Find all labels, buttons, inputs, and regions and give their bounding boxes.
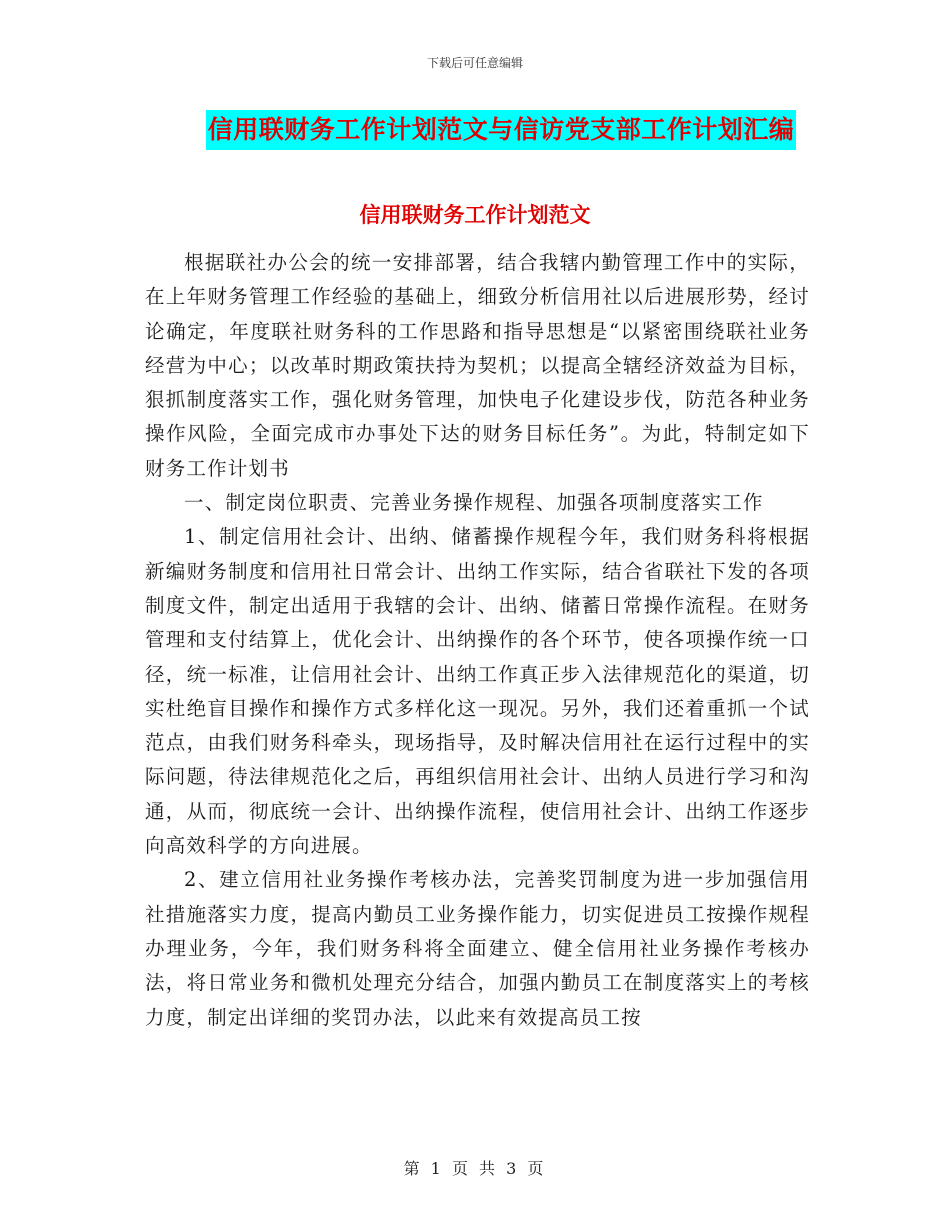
page-number-footer: 第 1 页 共 3 页 [403, 1159, 547, 1178]
section-title: 信用联财务工作计划范文 [359, 202, 591, 227]
document-title: 信用联财务工作计划范文与信访党支部工作计划汇编 [206, 110, 797, 150]
header-note: 下载后可任意编辑 [426, 56, 523, 70]
document-body [145, 246, 810, 1035]
document-title-container [0, 110, 950, 150]
body-paragraph-3: 1、制定信用社会计、出纳、储蓄操作规程今年，我们财务科将根据新编财务制度和信用社日常会计、出纳工作实际，结合省联社下发的各项制度文件，制定出适用于我辖的会计、出纳、储蓄日常操作流程。在财务管理和支付结算上，优化会计、出纳操作的各个环节，使各项操作统一口径，统一标准，让信用社会计、出纳工作真正步入法律规范化的渠道，切实杜绝盲目操作和操作方式多样化这一现况。另外，我们还着重抓一个试范点，由我们财务科牵头，现场指导，及时解决信用社在运行过程中的实际问题，待法律规范化之后，再组织信用社会计、出纳人员进行学习和沟通，从而，彻底统一会计、出纳操作流程，使信用社会计、出纳工作逐步向高效科学的方向进展。 [145, 525, 810, 858]
body-paragraph-1: 根据联社办公会的统一安排部署，结合我辖内勤管理工作中的实际，在上年财务管理工作经验的基础上，细致分析信用社以后进展形势，经讨论确定，年度联社财务科的工作思路和指导思想是“以紧密围绕联社业务经营为中心；以改革时期政策扶持为契机；以提高全辖经济效益为目标，狠抓制度落实工作，强化财务管理，加快电子化建设步伐，防范各种业务操作风险，全面完成市办事处下达的财务目标任务”。为此，特制定如下财务工作计划书 [145, 251, 810, 480]
body-paragraph-4: 2、建立信用社业务操作考核办法，完善奖罚制度为进一步加强信用社措施落实力度，提高内勤员工业务操作能力，切实促进员工按操作规程办理业务，今年，我们财务科将全面建立、健全信用社业务操作考核办法，将日常业务和微机处理充分结合，加强内勤员工在制度落实上的考核力度，制定出详细的奖罚办法，以此来有效提高员工按 [145, 868, 810, 1029]
body-paragraph-2: 一、制定岗位职责、完善业务操作规程、加强各项制度落实工作 [184, 491, 764, 515]
